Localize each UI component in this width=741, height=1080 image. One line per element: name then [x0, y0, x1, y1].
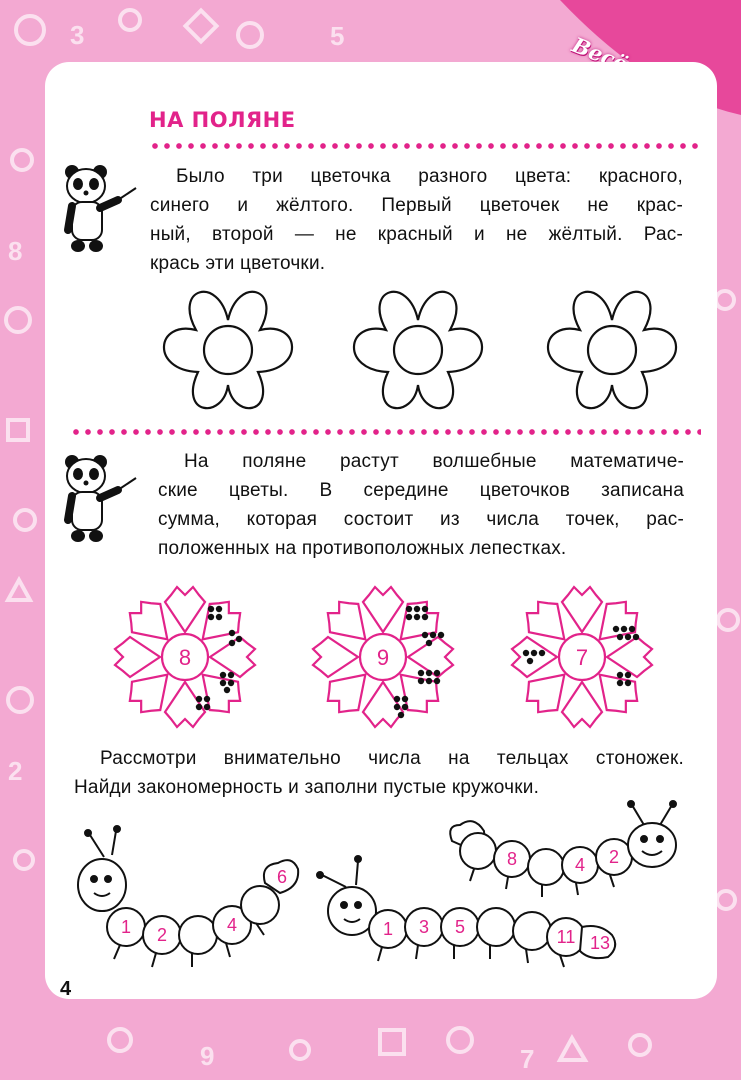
- math-flowers: [95, 570, 675, 740]
- task2-text: [158, 447, 684, 563]
- svg-text:2: 2: [8, 756, 23, 786]
- dotted-divider-middle: [70, 428, 701, 436]
- outline-flower[interactable]: [164, 292, 292, 408]
- flower-center-number: 7: [575, 645, 589, 670]
- segment-number: 1: [382, 919, 394, 939]
- flower-center-number: 8: [178, 645, 192, 670]
- centipede-right: [450, 801, 676, 897]
- flower-center-number: 9: [376, 645, 390, 670]
- task3-text: [74, 744, 684, 802]
- svg-text:5: 5: [330, 21, 345, 51]
- centipede-segment[interactable]: [460, 833, 496, 869]
- section-title: НА ПОЛЯНЕ: [149, 108, 296, 132]
- task1-text: [150, 162, 683, 278]
- svg-text:7: 7: [520, 1044, 535, 1074]
- segment-number: 5: [454, 917, 466, 937]
- panda-teacher-icon: [62, 450, 140, 546]
- page-number: 4: [60, 978, 72, 1000]
- svg-text:8: 8: [8, 236, 23, 266]
- centipede-segment[interactable]: [528, 849, 564, 885]
- math-flower: [313, 587, 453, 727]
- task2-line: ские цветы. В середине цветочков записана: [158, 480, 684, 501]
- panda-teacher-icon: [62, 160, 140, 256]
- segment-number: 1: [120, 917, 132, 937]
- segment-number: 11: [556, 927, 576, 947]
- centipede-left: [78, 826, 298, 967]
- centipede-segment[interactable]: [179, 916, 217, 954]
- segment-number: 8: [506, 849, 518, 869]
- segment-number: 6: [276, 867, 288, 887]
- flowers-to-color: [150, 280, 690, 415]
- task2-line: На поляне растут волшебные математиче-: [184, 451, 684, 472]
- math-flower: [512, 587, 652, 727]
- segment-number: 2: [608, 847, 620, 867]
- segment-number: 13: [589, 933, 611, 953]
- task3-line: Рассмотри внимательно числа на тельцах стоножек.: [100, 748, 684, 769]
- centipede-segment[interactable]: [477, 908, 515, 946]
- svg-text:3: 3: [70, 20, 85, 50]
- svg-text:9: 9: [200, 1041, 215, 1071]
- dotted-divider-top: [149, 142, 701, 150]
- task1-line: ный, второй — не красный и не жёлтый. Рас-: [150, 224, 683, 245]
- centipede-segment[interactable]: [241, 886, 279, 924]
- task1-line: Было три цветочка разного цвета: красного,: [176, 166, 683, 187]
- task2-line: сумма, которая состоит из числа точек, рас-: [158, 509, 684, 530]
- math-flower: [115, 587, 255, 727]
- segment-number: 4: [226, 915, 238, 935]
- segment-number: 3: [418, 917, 430, 937]
- task1-line: синего и жёлтого. Первый цветочек не крас-: [150, 195, 683, 216]
- segment-number: 2: [156, 925, 168, 945]
- centipedes: [60, 795, 700, 980]
- centipede-segment[interactable]: [513, 912, 551, 950]
- outline-flower[interactable]: [548, 292, 676, 408]
- outline-flower[interactable]: [354, 292, 482, 408]
- segment-number: 4: [574, 855, 586, 875]
- task3-line: Найди закономерность и заполни пустые кружочки.: [74, 777, 540, 798]
- task1-line: крась эти цветочки.: [150, 253, 326, 274]
- task2-line: положенных на противоположных лепестках.: [158, 538, 567, 559]
